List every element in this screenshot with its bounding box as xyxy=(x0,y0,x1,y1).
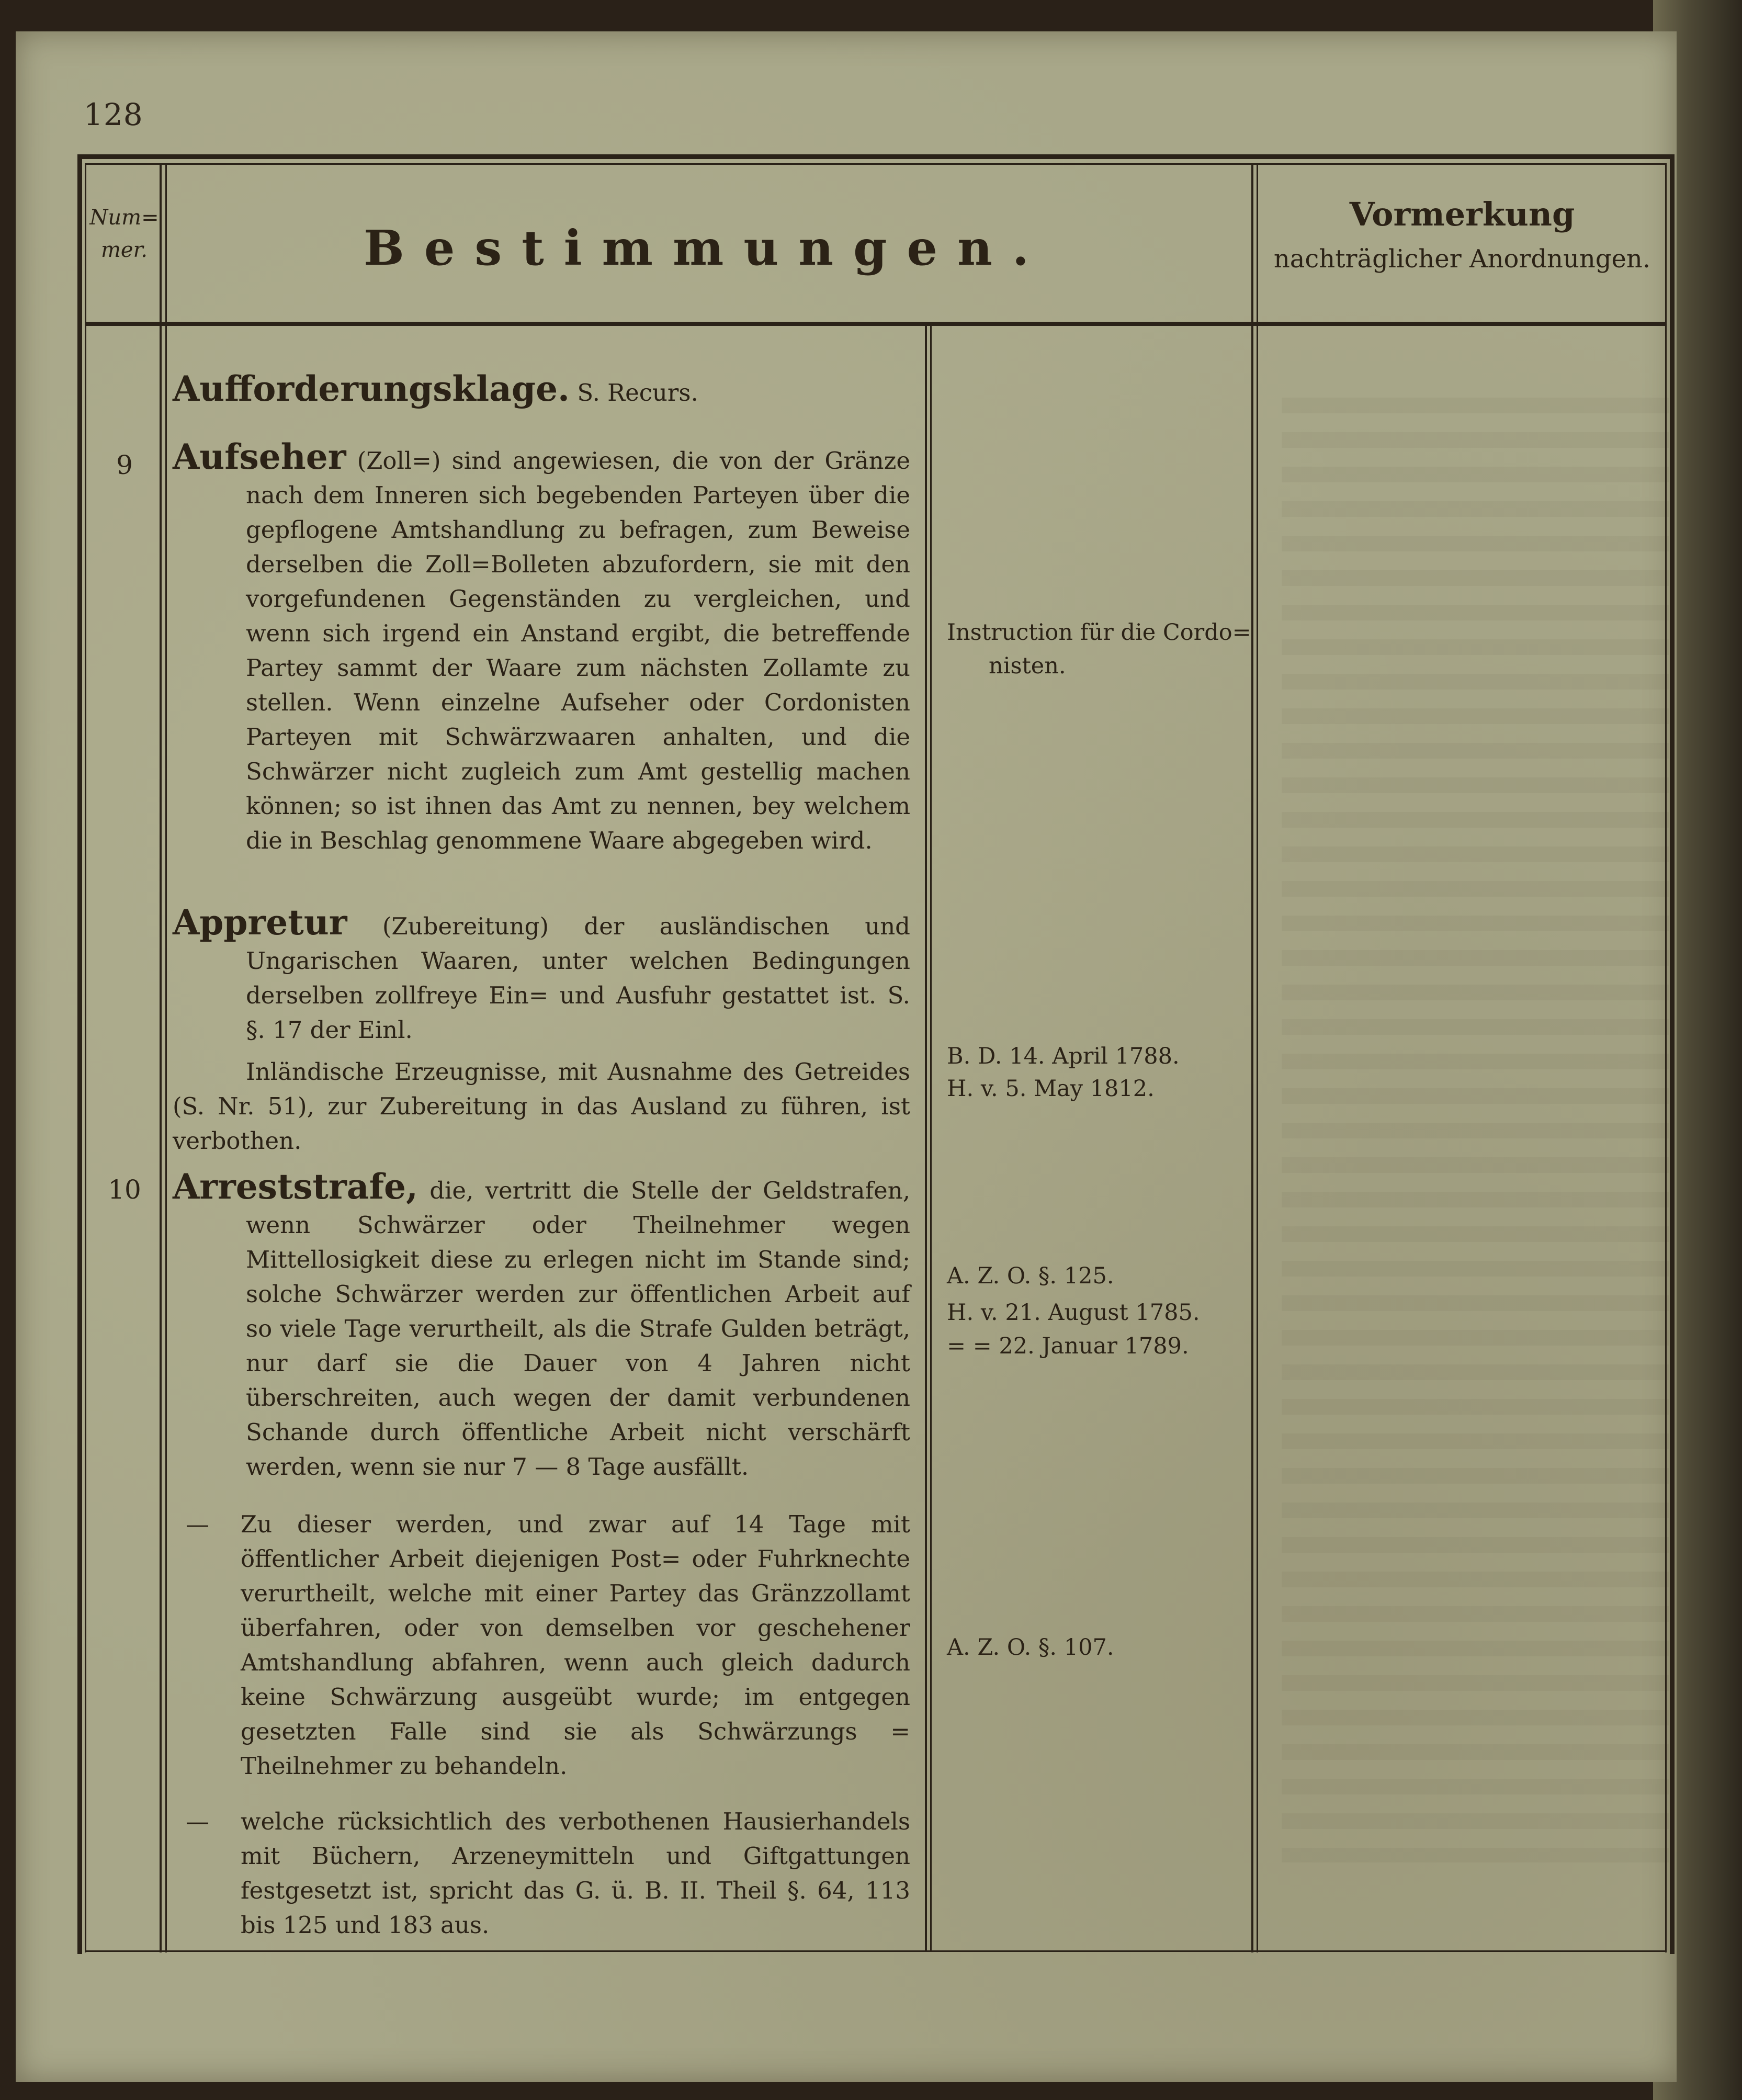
entry-aufseher xyxy=(173,436,910,858)
reference-line: H. v. 21. August 1785. xyxy=(947,1300,1200,1326)
entry-head: Appretur xyxy=(173,902,347,943)
frame-left-rule xyxy=(77,154,82,1954)
reference-column-rule xyxy=(1251,163,1253,1952)
text-column-rule xyxy=(925,326,927,1952)
number-column-header xyxy=(89,201,160,266)
header-divider xyxy=(85,322,1667,326)
sub-paragraph-text: welche rücksichtlich des verbothenen Hausierhandels mit Büchern, Arzeneymitteln und Giftgattungen festgesetzt ist, spricht das G. ü. B. II. Theil §. 64, 113 bis 125 und 183 aus. xyxy=(241,1808,910,1939)
entry-head: Aufseher xyxy=(173,436,346,477)
entry-text: (Zoll=) sind angewiesen, die von der Gränze nach dem Inneren sich begebenden Parteyen über die gepflogene Amtshandlung zu befragen, zum Beweise derselben die Zoll=Bolleten abzufordern, sie mit den vorgefundenen Gegenständen zu vergleichen, und wenn sich irgend ein Anstand ergibt, die betreffende Partey sammt der Waare zum nächsten Zollamte zu stellen. Wenn einzelne Aufseher oder Cordonisten Parteyen mit Schwärzwaaren anhalten, und die Schwärzer nicht zugleich zum Amt gestellig machen können; so ist ihnen das Amt zu nennen, bey welchem die in Beschlag genommene Waare abgegeben wird. xyxy=(246,447,910,854)
reference-line: Instruction für die Cordo= xyxy=(947,619,1251,646)
page-title: Bestimmungen. xyxy=(364,220,1049,276)
reference-line: A. Z. O. §. 107. xyxy=(947,1634,1114,1661)
entry-sub-paragraph xyxy=(173,1507,910,1783)
bleed-through-texture xyxy=(1282,398,1669,1862)
frame-right-rule xyxy=(1670,154,1675,1954)
sub-paragraph-text: Zu dieser werden, und zwar auf 14 Tage mit öffentlicher Arbeit diejenigen Post= oder Fuhrknechte verurtheilt, welche mit einer Partey das Gränzzollamt überfahren, oder von demselben vor geschehener Amtshandlung abfahren, wenn auch gleich dadurch keine Schwärzung ausgeübt wurde; im entgegen gesetzten Falle sind sie als Schwärzungs = Theilnehmer zu behandeln. xyxy=(241,1510,910,1780)
entry-number: 9 xyxy=(116,450,133,480)
number-header-line2: mer. xyxy=(100,238,148,262)
entry-text: die, vertritt die Stelle der Geldstrafen, wenn Schwärzer oder Theilnehmer wegen Mittellosigkeit diese zu erlegen nicht im Stande sind; solche Schwärzer werden zur öffentlichen Arbeit auf so viele Tage verurtheilt, als die Strafe Gulden beträgt, nur darf sie die Dauer von 4 Jahren nicht überschreiten, auch wegen der damit verbundenen Schande durch öffentliche Arbeit nicht verschärft werden, wenn sie nur 7 — 8 Tage ausfällt. xyxy=(246,1177,910,1481)
dash-marker: — xyxy=(186,1808,209,1835)
reference-line: A. Z. O. §. 125. xyxy=(947,1263,1114,1289)
text-column-rule-b xyxy=(930,326,932,1952)
entry-text: S. Recurs. xyxy=(570,379,698,407)
entry-head: Aufforderungsklage. xyxy=(173,368,570,409)
number-column-rule xyxy=(160,163,162,1952)
entry-number: 10 xyxy=(108,1175,141,1205)
frame-top-rule xyxy=(77,154,1674,159)
entry-aufforderungsklage xyxy=(173,368,910,410)
reference-arreststrafe xyxy=(947,1256,1240,1367)
remarks-column-header xyxy=(1261,191,1664,280)
dash-marker: — xyxy=(186,1510,209,1538)
reference-column-rule-b xyxy=(1257,163,1258,1952)
remarks-header-line1: Vormerkung xyxy=(1349,195,1575,233)
reference-line: B. D. 14. April 1788. xyxy=(947,1043,1180,1069)
reference-line: = = 22. Januar 1789. xyxy=(947,1333,1189,1359)
number-header-line1: Num= xyxy=(89,206,159,230)
frame-left-rule-inner xyxy=(85,163,86,1952)
entry-sub-paragraph xyxy=(173,1804,910,1943)
frame-right-rule-inner xyxy=(1665,163,1667,1952)
number-column-rule-b xyxy=(165,163,167,1952)
reference-line-cont: nisten. xyxy=(989,653,1066,679)
remarks-header-line2: nachträglicher Anordnungen. xyxy=(1273,244,1651,274)
frame-bottom-rule xyxy=(85,1950,1667,1952)
frame-top-rule-inner xyxy=(85,163,1667,165)
entry-text: (Zubereitung) der ausländischen und Ungarischen Waaren, unter welchen Bedingungen derselben zollfreye Ein= und Ausfuhr gestattet ist. S. §. 17 der Einl. xyxy=(246,912,910,1044)
entry-arreststrafe xyxy=(173,1166,910,1943)
reference-post-knechte xyxy=(947,1627,1240,1668)
entry-appretur xyxy=(173,902,910,1158)
reference-instruction xyxy=(947,612,1251,686)
reference-appretur xyxy=(947,1036,1240,1109)
entry-head: Arreststrafe, xyxy=(173,1166,418,1207)
reference-line: H. v. 5. May 1812. xyxy=(947,1076,1155,1102)
entry-paragraph: Inländische Erzeugnisse, mit Ausnahme des Getreides (S. Nr. 51), zur Zubereitung in das Ausland zu führen, ist verbothen. xyxy=(173,1058,910,1155)
page-number: 128 xyxy=(84,97,143,132)
